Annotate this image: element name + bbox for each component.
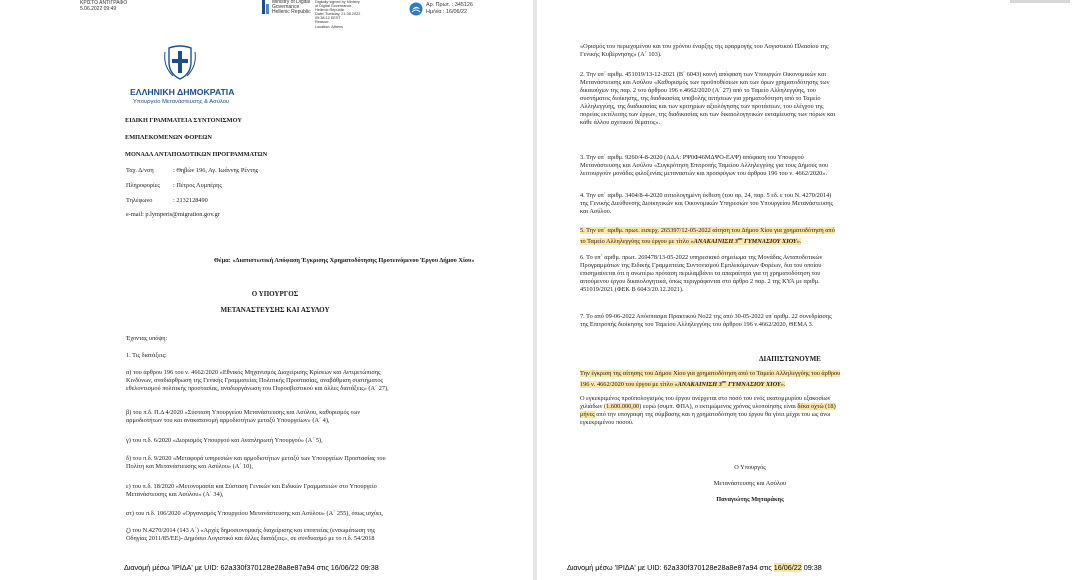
provision-item-d — [126, 455, 496, 471]
par6-line-2: Προγραμμάτων της Ειδικής Γραμματείας Συντονισμού Εμπλεκόμενων Φορέων, δια του οποίου — [580, 262, 822, 269]
duration-unit: μήνες — [580, 411, 595, 418]
ministry-logo-line-1: Ministry of Digital — [272, 0, 311, 5]
provision-f-line-1: στ) του π.δ. 106/2020 «Οργανισμός Υπουργείου Μετανάστευσης και Ασύλου» (Α΄ 255), όπως ισχύει, — [126, 510, 383, 517]
provision-g-line-1: ζ) του Ν.4270/2014 (143 Α΄) «Αρχές δημοσιονομικής διαχείρισης και εποπτείας (ενσωμάτωση της — [126, 527, 376, 534]
continuation-line-1: «Ορισμός του περιεχομένου και του χρόνου έναρξης της εφαρμογής του Λογιστικού Πλαισίου της — [580, 43, 829, 50]
signature-line-6: Reason: — [315, 20, 330, 25]
signature-name: Παναγιώτης Μηταράκης — [716, 496, 784, 503]
provision-a-line-1: α) του άρθρου 196 του ν. 4662/2020 «Εθνικός Μηχανισμός Διαχείρισης Κρίσεων και Αντιμετώπισης — [126, 369, 381, 376]
verdict-p2-line-1: Ο εγκεκριμένος προϋπολογισμός του έργου ανέρχεται στο ποσό του ενός εκατομμυρίου εξακοσίων — [580, 395, 831, 402]
par5-project-title: ΑΝΑΚΑΙΝΙΣΗ $3^{o\upsilon}$ ΓΥΜΝΑΣΙΟΥ ΧΙΟΥ — [693, 236, 797, 246]
verdict-p1-text-d: ». — [780, 381, 786, 389]
provision-e-line-1: ε) του π.δ. 18/2020 «Μετονομασία και Σύσταση Γενικών και Ειδικών Γραμματειών στο Υπουργείο — [126, 483, 377, 490]
distribution-footer-right: Διανομή μέσω 'ΙΡΙΔΑ' με UID: 62a330f370128e28a8e87a94 στις 16/06/22 09:38 — [567, 563, 822, 572]
par4-line-1: 4. Την υπ΄ αριθμ. 3404/8-4-2020 αιτιολογημένη έκθεση (του αρ. 24, παρ. 5 εδ. ε του Ν. 4270/2014) — [580, 192, 832, 199]
contact-info-value: : Πέτρος Λυμπέρης — [173, 182, 222, 189]
signature-line-4: Date: Tuesday, 21.06.2022 — [315, 12, 361, 17]
protocol-date: Ημ/νία : 16/06/22 — [426, 9, 467, 15]
minister-title-2: ΜΕΤΑΝΑΣΤΕΥΣΗΣ ΚΑΙ ΑΣΥΛΟΥ — [220, 306, 330, 314]
par3-line-2: Μετανάστευσης και Ασύλου «Συγκρότηση Επιτροπής Ταμείου Αλληλεγγύης για τους Δήμους που — [580, 162, 829, 169]
contact-phone-value: : 2132128490 — [173, 197, 208, 204]
signature-details — [315, 0, 360, 29]
having-regard: Έχοντας υπόψη: — [126, 335, 168, 342]
par5-text-d: ». — [796, 238, 802, 246]
provision-d-line-1: δ) του π.δ. 9/2020 «Μεταφορά υπηρεσιών και αρμοδιοτήτων μεταξύ των Υπουργείων Προστασίας του — [126, 455, 386, 462]
contact-address-label: Ταχ. Δ/νση — [126, 167, 154, 174]
provision-item-g — [126, 527, 496, 543]
verdict-p1-line-2 — [580, 381, 785, 388]
par7-line-2: της Επιτροπής διοίκησης του Ταμείου Αλληλεγγύης του άρθρου 196 ν.4662/2020, ΘΕΜΑ 3. — [580, 321, 814, 328]
provision-item-e — [126, 483, 496, 499]
provision-item-f — [126, 510, 496, 518]
par6-line-4: αιτούμενου έργου δικαιολογητικά, όπως περιγράφονται στο άρθρο 2 παρ. 2 της ΚΥΑ με αριθμ. — [580, 278, 820, 285]
par2-line-5: Αλληλεγγύης, της διαδικασίας και των κριτηρίων αξιολόγησης των προτάσεων, του ελέγχου της — [580, 103, 824, 110]
verdict-p2-line-3: μήνες από την υπογραφή της σύμβασης και η χρηματοδότηση του έργου θα γίνει μέχρι του ως άνω — [580, 411, 831, 418]
verdict-p1-line-1: Την έγκριση της αίτησης του Δήμου Χίου για χρηματοδότηση από το Ταμείο Αλληλεγγύης του άρθρου — [580, 370, 841, 377]
contact-phone-label: Τηλέφωνο — [126, 197, 153, 204]
ministry-logo-line-3: Hellenic Republic — [272, 9, 311, 15]
provision-g-line-2: Οδηγίας 2011/85/ΕΕ)- Δημόσιο Λογιστικό και άλλες διατάξεις», σε συνδυασμό με το π.δ. 54/2018 — [126, 535, 375, 542]
signature-line-3: Hellenic Republic — [315, 8, 345, 13]
par7-line-1: 7. Το από 09-06-2022 Απόσπασμα Πρακτικού Νο22 της από 30-05-2022 υπ΄αριθμ. 22 συνεδρίασης — [580, 313, 832, 320]
secretariat-line-3: ΜΟΝΑΔΑ ΑΝΤΑΠΟΔΟΤΙΚΩΝ ΠΡΟΓΡΑΜΜΑΤΩΝ — [125, 151, 268, 158]
paragraph-5 — [580, 227, 1000, 246]
provision-b-line-2: αρμοδιοτήτων του και ανακατανομή αρμοδιοτήτων μεταξύ Υπουργείων» (Α΄ 4), — [126, 417, 330, 424]
distribution-footer: Διανομή μέσω 'ΙΡΙΔΑ' με UID: 62a330f370128e28a8e87a94 στις 16/06/22 09:38 — [124, 563, 379, 572]
document-page-right — [540, 0, 1079, 580]
provisions-heading: 1. Τις διατάξεις: — [126, 352, 167, 359]
continuation-line-2: Γενικής Κυβέρνησης» (Α΄ 103). — [580, 51, 662, 58]
minister-title: Ο ΥΠΟΥΡΓΟΣ — [251, 290, 299, 298]
provision-item-b — [126, 409, 496, 425]
provision-d-line-2: Πολίτη και Μετανάστευσης και Ασύλου» (Α΄ 10), — [126, 463, 253, 470]
subject-line: Θέμα: «Διαπιστωτική Απόφαση Έγκρισης Χρηματοδότησης Προτεινόμενου Έργου Δήμου Χίου» — [214, 257, 475, 264]
verdict-p2-line-4: εγκεκριμένου ποσού. — [580, 419, 634, 426]
signature-line-1: Digitally signed by Ministry — [315, 0, 360, 4]
stamp-line-2: 5.06.2022 09:49 — [80, 6, 117, 12]
par2-line-2: Μετανάστευσης και Ασύλου «Καθορισμός των προϋποθέσεων και των όρων χρηματοδότησης των — [580, 79, 830, 86]
par6-line-3: επισημαίνεται ότι η ανωτέρω πρόταση περιλαμβάνει τα απαραίτητα για τη χρηματοδότηση του — [580, 270, 821, 277]
verdict-paragraph-2 — [580, 395, 1000, 427]
coat-of-arms-icon — [163, 42, 197, 80]
provision-a-line-2: Κινδύνων, αναδιάρθρωση της Γενικής Γραμματείας Πολιτικής Προστασίας, αναβάθμιση συστήματος — [126, 377, 383, 384]
signature-ministry: Μετανάστευσης και Ασύλου — [713, 480, 787, 487]
budget-amount: 1.600.000,00 — [606, 403, 640, 410]
page-edge-marker — [1010, 0, 1070, 3]
par2-line-3: δικαιούχων της παρ. 2 του άρθρου 196 ν.4662/2020 (Α΄ 27) από το Ταμείο Αλληλεγγύης, του — [580, 87, 816, 94]
contact-info-label: Πληροφορίες — [126, 182, 160, 189]
paragraph-4 — [580, 192, 1000, 216]
par2-line-6: πορείας εκτέλεσης των έργων, της διαδικασίας και των δικαιολογητικών εκταμίευσης των πόρων και — [580, 111, 836, 118]
par2-line-7: κάθε άλλου σχετικού θέματος». — [580, 119, 661, 126]
provision-b-line-1: β) του π.δ. Π.Δ 4/2020 «Σύσταση Υπουργείου Μετανάστευσης και Ασύλου, καθορισμός των — [126, 409, 361, 416]
ministry-logo-line-2: Governance — [272, 4, 300, 10]
ministry-name: Υπουργείο Μετανάστευσης & Ασύλου — [133, 99, 230, 105]
page-separator — [533, 0, 537, 580]
verdict-heading: ΔΙΑΠΙΣΤΩΝΟΥΜΕ — [759, 355, 821, 363]
secretariat-line-2: ΕΜΠΛΕΚΟΜΕΝΩΝ ΦΟΡΕΩΝ — [125, 134, 212, 141]
provision-e-line-2: Μετανάστευσης και Ασύλου» (Α΄ 34), — [126, 491, 224, 498]
paragraph-6 — [580, 254, 1000, 294]
par6-line-1: 6. Το υπ΄ αριθμ. πρωτ. 269478/13-05-2022 υπηρεσιακό σημείωμα της Μονάδας Ανταποδοτικών — [580, 254, 823, 261]
par3-line-1: 3. Την υπ΄ αριθμ. 9260/4-8-2020 (ΑΔΑ: ΡΨ0Φ46ΜΔΨΟ-ΕΑΨ) απόφαση του Υπουργού — [580, 154, 804, 161]
verdict-p2-line-2: χιλιάδων (1.600.000,00) ευρώ (συμπ. ΦΠΑ), ο εκτιμώμενος χρόνος υλοποίησης είναι δέκα οχτώ (18) — [580, 403, 836, 410]
par2-line-4: συστήματος διοίκησης, της διαδικασίας υποβολής αιτήσεων για χρηματοδότηση από το Ταμείο — [580, 95, 821, 102]
paragraph-7 — [580, 313, 1000, 329]
par6-line-5: 451019/2021 (ΦΕΚ Β 6043/20.12.2021). — [580, 286, 684, 293]
verdict-paragraph-1 — [580, 370, 1000, 389]
stamp-line-1: ΚΡΙΣΤΟ ΑΝΤΙΓΡΑΦΟ — [80, 0, 128, 6]
signature-line-2: of Digital Governance, — [315, 4, 353, 9]
par2-line-1: 2. Την υπ΄ αριθμ. 451019/13-12-2021 (Β΄ 6043) κοινή απόφαση των Υπουργών Οικονομικών και — [580, 71, 827, 78]
paragraph-3 — [580, 154, 1000, 178]
document-page-left — [0, 0, 530, 580]
ministry-logo-icon — [262, 0, 270, 14]
par4-line-2: της Γενικής Διεύθυνσης Διοικητικών και Οικονομικών Υπηρεσιών του Υπουργείου Μετανάστευσης — [580, 200, 834, 207]
par5-line-2 — [580, 238, 801, 245]
protocol-number: Αρ. Πρωτ. : 345126 — [426, 2, 473, 8]
irida-logo-icon — [409, 2, 423, 16]
par5-line-1: 5. Την υπ΄ αριθμ. πρωτ. εισερχ. 265397/12-05-2022 αίτηση του Δήμου Χίου για χρηματοδότηση από — [580, 227, 835, 234]
republic-heading: ΕΛΛΗΝΙΚΗ ΔΗΜΟΚΡΑΤΙΑ — [130, 87, 235, 97]
secretariat-line-1: ΕΙΔΙΚΗ ΓΡΑΜΜΑΤΕΙΑ ΣΥΝΤΟΝΙΣΜΟΥ — [125, 117, 242, 124]
provision-item-c — [126, 437, 496, 445]
duration-value: δέκα οχτώ (18) — [797, 403, 836, 410]
continuation-text — [580, 43, 1000, 59]
signature-title: Ο Υπουργός — [734, 464, 766, 471]
paragraph-2 — [580, 71, 1000, 127]
contact-address-value: : Θηβών 196, Αγ. Ιωάννης Ρέντης — [173, 167, 259, 174]
verdict-project-title: ΑΝΑΚΑΙΝΙΣΗ $3^{o\upsilon}$ ΓΥΜΝΑΣΙΟΥ ΧΙΟΥ — [677, 379, 781, 389]
par3-line-3: λειτουργούν μονάδες φιλοξενίας μεταναστών και προσφύγων του άρθρου 196 του ν. 4662/2020». — [580, 170, 828, 177]
signature-line-5: 09:38:12 EEST — [315, 16, 341, 21]
provision-c-line-1: γ) του π.δ. 6/2020 «Διορισμός Υπουργού και Αναπληρωτή Υπουργού» (Α΄ 5), — [126, 437, 323, 444]
provision-item-a — [126, 369, 496, 393]
signature-line-7: Location: Athens — [315, 24, 344, 29]
provision-a-line-3: εθελοντισμού πολιτικής προστασίας, αναδιοργάνωση του Πυροσβεστικού και άλλες διατάξεις» (Α΄ 27), — [126, 385, 389, 392]
par5-text-a: το Ταμείο Αλληλεγγύης του έργου με τίτλο « — [580, 238, 694, 246]
footer-date: 16/06/22 — [773, 563, 802, 572]
contact-email[interactable]: e-mail: p.lymperis@migration.gov.gr — [126, 211, 220, 218]
verdict-p1-text-a: 196 ν. 4662/2020 του έργου με τίτλο « — [580, 381, 678, 389]
par4-line-3: και Ασύλου. — [580, 208, 612, 215]
